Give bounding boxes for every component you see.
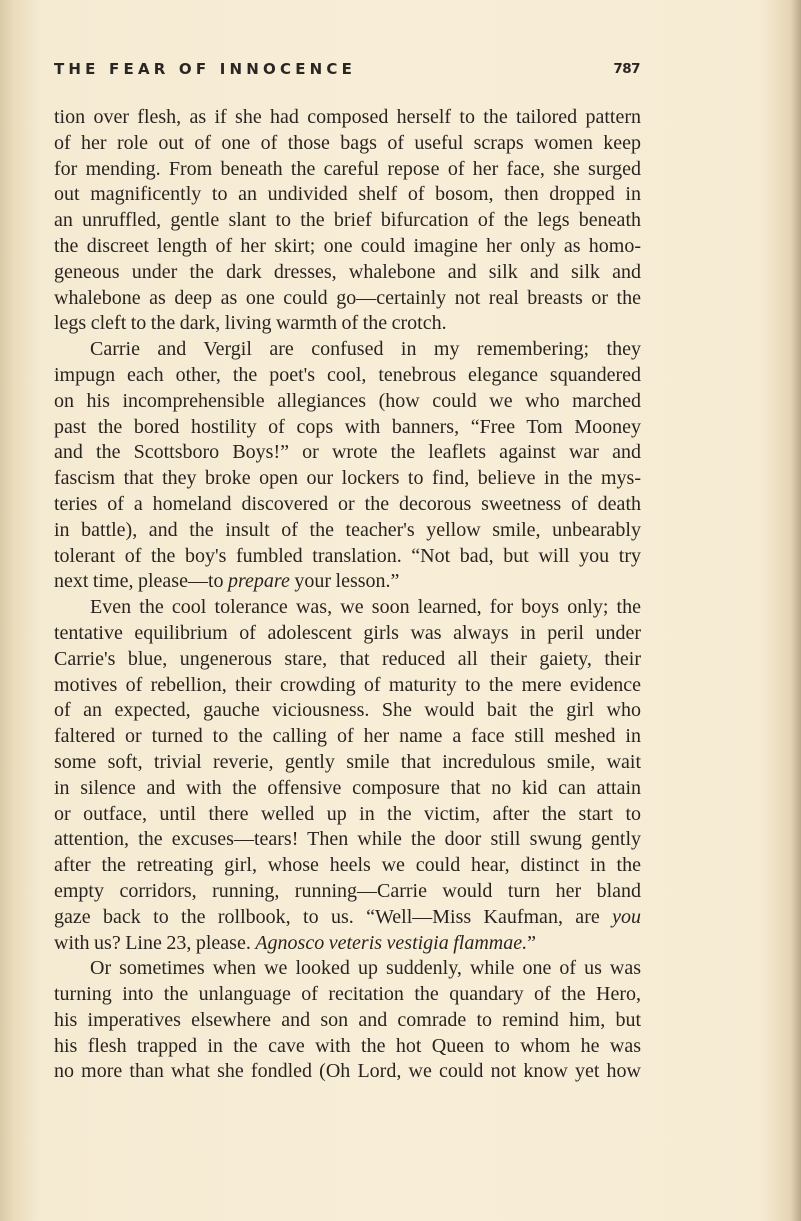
text-line (54, 802, 641, 828)
text-line (54, 544, 641, 570)
text-segment: some soft, trivial reverie, gently smile that incredulous smile, wait (54, 750, 641, 773)
text-segment: tentative equilibrium of adolescent girls was always in peril under (54, 621, 641, 644)
text-line (54, 724, 641, 750)
text-line (54, 569, 641, 595)
text-segment: Carrie's blue, ungenerous stare, that reduced all their gaiety, their (54, 647, 641, 670)
text-line (54, 1034, 641, 1060)
text-line (54, 389, 641, 415)
text-line (54, 260, 641, 286)
text-line (54, 982, 641, 1008)
text-line (54, 131, 641, 157)
text-segment: attention, the excuses—tears! Then while the door still swung gently (54, 828, 641, 851)
text-segment: tolerant of the boy's fumbled translation. “Not bad, but will you try (54, 544, 641, 567)
text-line (54, 286, 641, 312)
text-segment: legs cleft to the dark, living warmth of the crotch. (54, 312, 447, 335)
text-line (54, 621, 641, 647)
text-line (54, 182, 641, 208)
text-segment: and the Scottsboro Boys!” or wrote the leaflets against war and (54, 441, 641, 464)
page-number: 787 (613, 61, 640, 77)
text-line (54, 595, 641, 621)
text-segment: for mending. From beneath the careful repose of her face, she surged (54, 157, 641, 180)
text-segment: his flesh trapped in the cave with the hot Queen to whom he was (54, 1034, 641, 1057)
text-segment: turning into the unlanguage of recitation the quandary of the Hero, (54, 983, 641, 1006)
italic-text: Agnosco veteris vestigia flammae. (255, 931, 528, 954)
text-segment: out magnificently to an undivided shelf of bosom, then dropped in (54, 183, 641, 206)
text-line (54, 492, 641, 518)
text-segment: next time, please—to (54, 570, 229, 593)
text-line (54, 673, 641, 699)
text-line (54, 1059, 641, 1085)
text-segment: after the retreating girl, whose heels we could hear, distinct in the (54, 854, 641, 877)
text-segment: of her role out of one of those bags of useful scraps women keep (54, 131, 641, 154)
text-line (54, 234, 641, 260)
paragraph (54, 595, 641, 956)
text-line (54, 105, 641, 131)
text-line (54, 931, 641, 957)
text-segment: past the bored hostility of cops with banners, “Free Tom Mooney (54, 415, 641, 438)
text-line (54, 750, 641, 776)
text-segment: Even the cool tolerance was, we soon learned, for boys only; the (90, 596, 641, 619)
text-line (54, 905, 641, 931)
text-segment: whalebone as deep as one could go—certainly not real breasts or the (54, 286, 641, 309)
text-line (54, 853, 641, 879)
text-line (54, 956, 641, 982)
text-line (54, 518, 641, 544)
text-line (54, 337, 641, 363)
text-segment: impugn each other, the poet's cool, tenebrous elegance squandered (54, 363, 641, 386)
text-line (54, 827, 641, 853)
text-line (54, 311, 641, 337)
text-segment: or outface, until there welled up in the victim, after the start to (54, 802, 641, 825)
text-line (54, 363, 641, 389)
text-segment: his imperatives elsewhere and son and comrade to remind him, but (54, 1008, 641, 1031)
text-segment: your lesson.” (289, 570, 400, 593)
text-line (54, 647, 641, 673)
text-segment: teries of a homeland discovered or the decorous sweetness of death (54, 492, 641, 515)
text-segment: empty corridors, running, running—Carrie would turn her bland (54, 879, 641, 902)
running-header (54, 60, 640, 84)
text-line (54, 440, 641, 466)
running-title: THE FEAR OF INNOCENCE (54, 60, 357, 78)
text-segment: with us? Line 23, please. (54, 931, 256, 954)
text-segment: Or sometimes when we looked up suddenly, while one of us was (90, 957, 641, 980)
text-line (54, 879, 641, 905)
body-text (54, 105, 641, 1085)
text-segment: of an expected, gauche viciousness. She would bait the girl who (54, 699, 641, 722)
text-line (54, 776, 641, 802)
text-segment: motives of rebellion, their crowding of maturity to the mere evidence (54, 673, 641, 696)
text-segment: the discreet length of her skirt; one could imagine her only as homo- (54, 234, 641, 257)
text-segment: in silence and with the offensive composure that no kid can attain (54, 776, 641, 799)
text-line (54, 415, 641, 441)
paragraph (54, 956, 641, 1085)
paragraph (54, 337, 641, 595)
text-segment: tion over flesh, as if she had composed herself to the tailored pattern (54, 106, 641, 128)
text-segment: faltered or turned to the calling of her name a face still meshed in (54, 725, 641, 748)
text-segment: on his incomprehensible allegiances (how could we who marched (54, 389, 641, 412)
text-line (54, 157, 641, 183)
paragraph (54, 105, 641, 337)
text-segment: gaze back to the rollbook, to us. “Well—Miss Kaufman, are (54, 905, 613, 928)
text-segment: in battle), and the insult of the teacher's yellow smile, unbearably (54, 518, 641, 541)
text-segment: ” (527, 931, 537, 954)
text-line (54, 1008, 641, 1034)
text-segment: fascism that they broke open our lockers to find, believe in the mys- (54, 467, 641, 490)
text-line (54, 698, 641, 724)
text-segment: Carrie and Vergil are confused in my remembering; they (90, 338, 641, 361)
italic-text: you (612, 905, 641, 928)
text-line (54, 208, 641, 234)
text-segment: an unruffled, gentle slant to the brief bifurcation of the legs beneath (54, 209, 641, 232)
text-segment: no more than what she fondled (Oh Lord, we could not know yet how (54, 1060, 641, 1083)
text-line (54, 466, 641, 492)
italic-text: prepare (228, 570, 290, 593)
text-segment: geneous under the dark dresses, whalebone and silk and silk and (54, 260, 641, 283)
